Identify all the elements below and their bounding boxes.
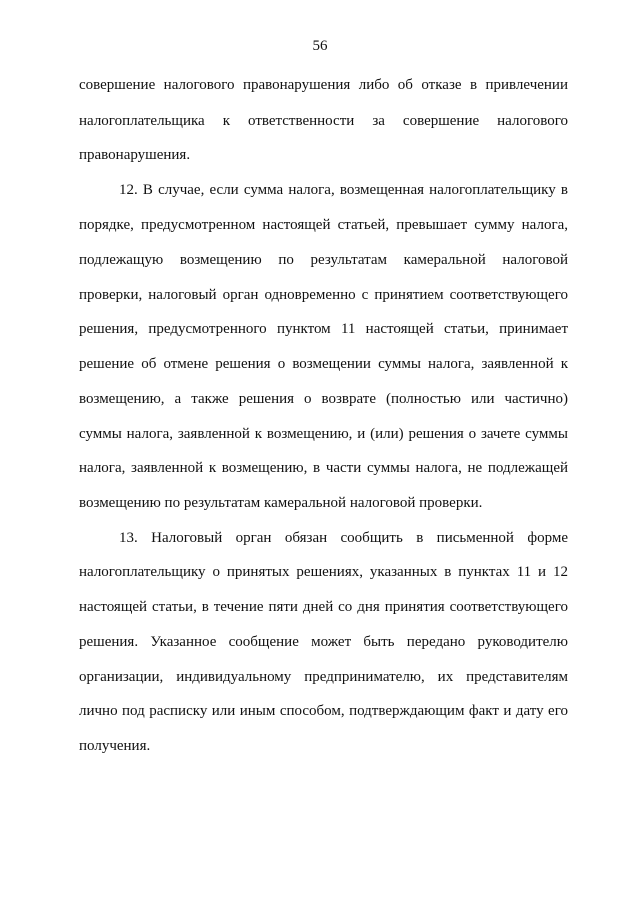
text-line: настоящей статьи, в течение пяти дней со дня принятия соответствующего	[79, 599, 568, 615]
text-line: налогоплательщика к ответственности за совершение налогового	[79, 113, 568, 129]
text-line: налогоплательщику о принятых решениях, указанных в пунктах 11 и 12	[79, 564, 568, 580]
text-line: лично под расписку или иным способом, подтверждающим факт и дату его	[79, 703, 568, 719]
text-line: суммы налога, заявленной к возмещению, и (или) решения о зачете суммы	[79, 426, 568, 442]
text-line: налога, заявленной к возмещению, в части суммы налога, не подлежащей	[79, 460, 568, 476]
text-line: проверки, налоговый орган одновременно с принятием соответствующего	[79, 287, 568, 303]
text-line: совершение налогового правонарушения либо об отказе в привлечении	[79, 77, 568, 93]
text-line: 12. В случае, если сумма налога, возмещенная налогоплательщику в	[119, 182, 568, 198]
text-line: решение об отмене решения о возмещении суммы налога, заявленной к	[79, 356, 568, 372]
text-line: подлежащую возмещению по результатам камеральной налоговой	[79, 252, 568, 268]
text-line: получения.	[79, 738, 151, 754]
text-line: порядке, предусмотренном настоящей статьей, превышает сумму налога,	[79, 217, 568, 233]
text-line: правонарушения.	[79, 147, 191, 163]
text-line: решения, предусмотренного пунктом 11 настоящей статьи, принимает	[79, 321, 568, 337]
text-line: организации, индивидуальному предпринимателю, их представителям	[79, 669, 568, 685]
text-line: возмещению по результатам камеральной налоговой проверки.	[79, 495, 483, 511]
text-line: 13. Налоговый орган обязан сообщить в письменной форме	[119, 530, 568, 546]
page-number: 56	[312, 38, 328, 54]
text-line: решения. Указанное сообщение может быть передано руководителю	[79, 634, 568, 650]
text-line: возмещению, а также решения о возврате (полностью или частично)	[79, 391, 568, 407]
